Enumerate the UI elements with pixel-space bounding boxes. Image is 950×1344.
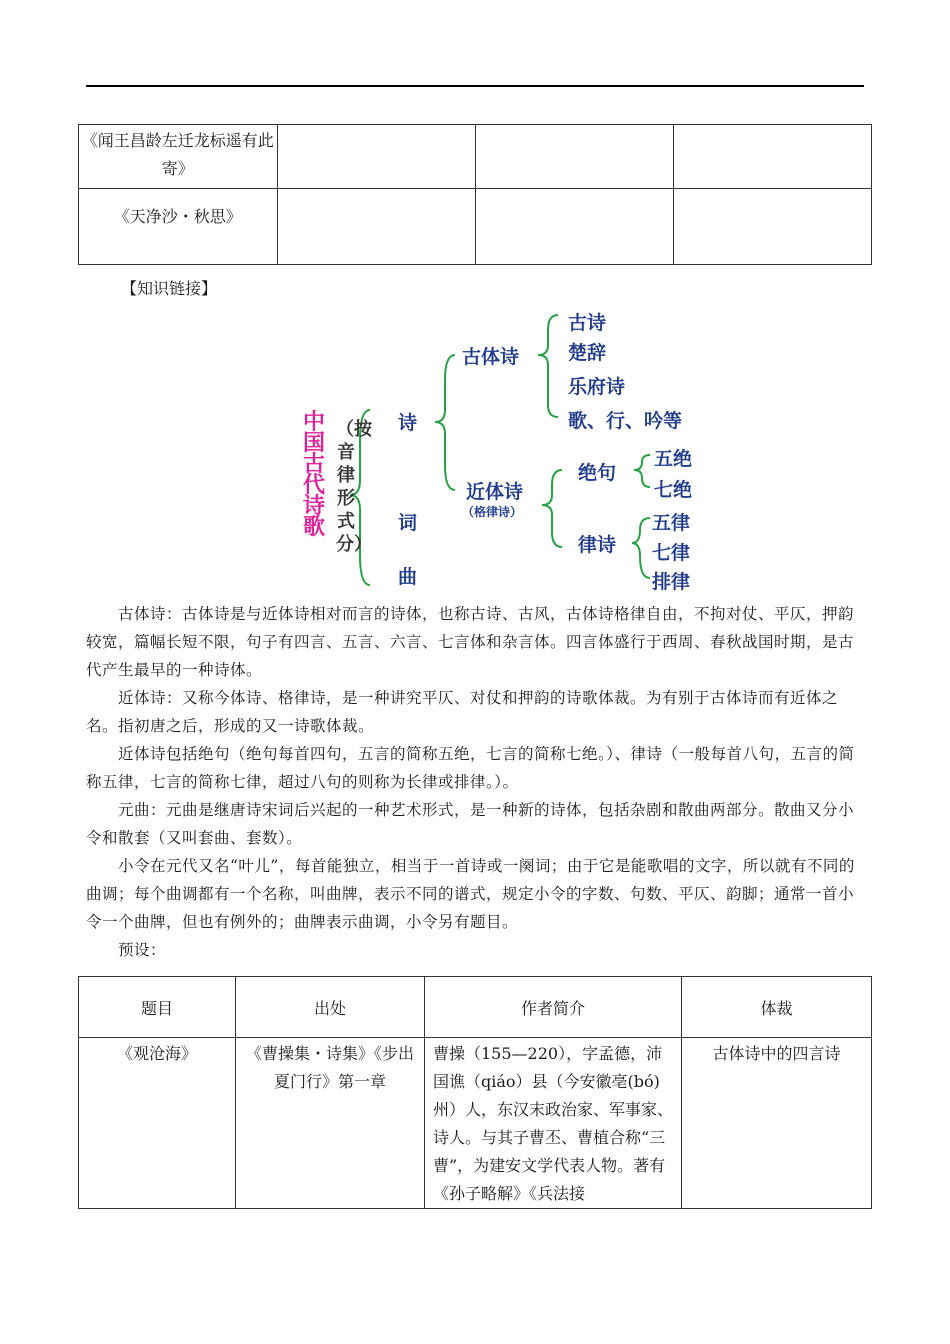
header-rule	[86, 85, 864, 87]
root-note: （按音律形式分）	[336, 419, 372, 555]
jueju-item: 七绝	[654, 479, 693, 501]
ancient-item: 歌、行、吟等	[568, 410, 683, 432]
preset-table	[78, 976, 872, 1209]
body-text	[86, 600, 866, 964]
poem-title: 《闻王昌龄左迁龙标遥有此寄》	[79, 125, 278, 189]
paragraph-ancient-poetry: 古体诗：古体诗是与近体诗相对而言的诗体，也称古诗、古风，古体诗格律自由，不拘对仗、平仄，押韵较宽，篇幅长短不限，句子有四言、五言、六言、七言体和杂言体。四言体盛行于西周、春秋战国时期，是古代产生最早的一种诗体。	[86, 605, 855, 679]
paragraph-modern-poetry: 近体诗：又称今体诗、格律诗，是一种讲究平仄、对仗和押韵的诗歌体裁。为有别于古体诗而有近体之名。指初唐之后，形成的又一诗歌体裁。	[86, 689, 839, 735]
table-row	[79, 125, 872, 189]
empty-cell	[475, 125, 673, 189]
cell-source: 《曹操集・诗集》《步出夏门行》第一章	[236, 1038, 425, 1209]
lvshi-item: 五律	[652, 512, 691, 534]
lvshi-item: 排律	[652, 571, 691, 593]
modern-poetry-label: 近体诗	[466, 481, 524, 503]
lvshi-item: 七律	[652, 542, 691, 564]
branch-shi: 诗	[398, 412, 418, 434]
ancient-item: 楚辞	[568, 342, 607, 364]
cell-title: 《观沧海》	[79, 1038, 236, 1209]
modern-poetry-sublabel: （格律诗）	[462, 505, 523, 519]
header-title: 题目	[79, 977, 236, 1038]
empty-cell	[277, 125, 475, 189]
root-label: 中国古代诗歌	[303, 409, 326, 540]
header-author: 作者简介	[425, 977, 682, 1038]
empty-cell	[475, 189, 673, 265]
table-row	[79, 1038, 872, 1209]
top-table	[78, 124, 872, 265]
table-row	[79, 189, 872, 265]
paragraph-yuanqu: 元曲：元曲是继唐诗宋词后兴起的一种艺术形式，是一种新的诗体，包括杂剧和散曲两部分。散曲又分小令和散套（又叫套曲、套数）。	[86, 801, 855, 847]
branch-ci: 词	[398, 512, 418, 534]
ancient-item: 古诗	[568, 312, 607, 334]
empty-cell	[673, 125, 871, 189]
jueju-label: 绝句	[578, 462, 617, 484]
poetry-classification-diagram	[290, 300, 710, 595]
knowledge-heading: 【知识链接】	[121, 279, 218, 298]
ancient-poetry-label: 古体诗	[462, 346, 520, 368]
poem-title: 《天净沙・秋思》	[79, 189, 278, 265]
ancient-item: 乐府诗	[568, 376, 626, 398]
header-source: 出处	[236, 977, 425, 1038]
branch-qu: 曲	[398, 566, 418, 588]
paragraph-preset: 预设：	[118, 941, 167, 959]
table-header-row	[79, 977, 872, 1038]
empty-cell	[673, 189, 871, 265]
cell-author: 曹操（155—220），字孟德，沛国谯（qiáo）县（今安徽亳(bó) 州）人，东汉末政治家、军事家、诗人。与其子曹丕、曹植合称“三曹”，为建安文学代表人物。著有《孙子略解》《兵法接	[425, 1038, 682, 1209]
paragraph-modern-types: 近体诗包括绝句（绝句每首四句，五言的简称五绝，七言的简称七绝。）、律诗（一般每首八句，五言的简称五律，七言的简称七律，超过八句的则称为长律或排律。）。	[86, 745, 855, 791]
jueju-item: 五绝	[654, 448, 693, 470]
empty-cell	[277, 189, 475, 265]
cell-genre: 古体诗中的四言诗	[682, 1038, 872, 1209]
paragraph-xiaoling: 小令在元代又名“叶儿”，每首能独立，相当于一首诗或一阕词；由于它是能歌唱的文字，所以就有不同的曲调；每个曲调都有一个名称，叫曲牌，表示不同的谱式，规定小令的字数、句数、平仄、韵脚；通常一首小令一个曲牌，但也有例外的；曲牌表示曲调，小令另有题目。	[86, 857, 855, 931]
lvshi-label: 律诗	[578, 534, 617, 556]
header-genre: 体裁	[682, 977, 872, 1038]
